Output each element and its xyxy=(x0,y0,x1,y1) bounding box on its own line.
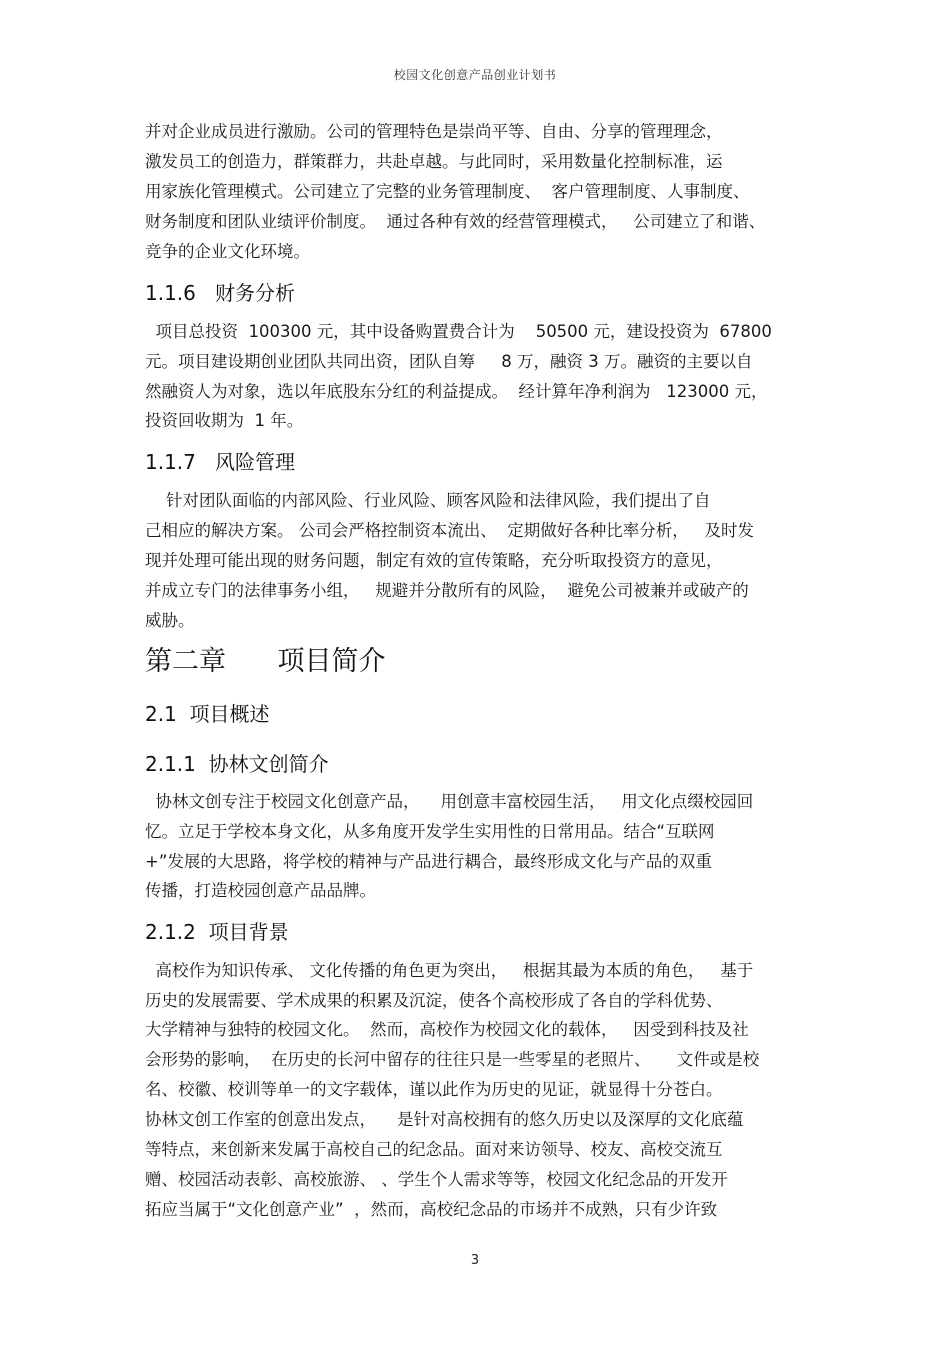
body-text-line: 历史的发展需要、学术成果的积累及沉淀，使各个高校形成了各自的学科优势、 xyxy=(145,991,723,1010)
body-text-line: 投资回收期为 1 年。 xyxy=(145,411,304,430)
page-number: 3 xyxy=(470,1253,480,1268)
section-heading-2-1-1: 2.1.1 协林文创简介 xyxy=(145,752,329,776)
body-text-line: 并成立专门的法律事务小组， 规避并分散所有的风险， 避免公司被兼并或破产的 xyxy=(145,581,749,600)
body-text-line: 名、校徽、校训等单一的文字载体，谨以此作为历史的见证，就显得十分苍白。 xyxy=(145,1080,723,1099)
body-text-line: 竞争的企业文化环境。 xyxy=(145,242,310,261)
body-text-line: 协林文创工作室的创意出发点， 是针对高校拥有的悠久历史以及深厚的文化底蕴 xyxy=(145,1110,744,1129)
body-text-line: 激发员工的创造力，群策群力，共赴卓越。与此同时，采用数量化控制标准，运 xyxy=(145,152,723,171)
body-text-line: 现并处理可能出现的财务问题，制定有效的宣传策略，充分听取投资方的意见， xyxy=(145,551,723,570)
body-text-line: 忆。立足于学校本身文化，从多角度开发学生实用性的日常用品。结合“互联网 xyxy=(145,822,715,841)
body-text-line: 用家族化管理模式。公司建立了完整的业务管理制度、 客户管理制度、人事制度、 xyxy=(145,182,750,201)
section-heading-2-1-2: 2.1.2 项目背景 xyxy=(145,920,289,944)
body-text-line: 协林文创专注于校园文化创意产品， 用创意丰富校园生活， 用文化点缀校园回 xyxy=(145,792,754,811)
body-text-line: 大学精神与独特的校园文化。 然而，高校作为校园文化的载体， 因受到科技及社 xyxy=(145,1020,749,1039)
body-text-line: 并对企业成员进行激励。公司的管理特色是崇尚平等、自由、分享的管理理念， xyxy=(145,122,723,141)
body-text-line: 己相应的解决方案。 公司会严格控制资本流出、 定期做好各种比率分析， 及时发 xyxy=(145,521,754,540)
body-text-line: 威胁。 xyxy=(145,611,195,630)
body-text-line: 项目总投资 100300 元，其中设备购置费合计为 50500 元，建设投资为 67800 xyxy=(145,322,772,341)
page-header: 校园文化创意产品创业计划书 xyxy=(393,68,557,82)
section-heading-1-1-7: 1.1.7 风险管理 xyxy=(145,450,295,474)
body-text-line: 财务制度和团队业绩评价制度。 通过各种有效的经营管理模式， 公司建立了和谐、 xyxy=(145,212,766,231)
body-text-line: 针对团队面临的内部风险、行业风险、顾客风险和法律风险，我们提出了自 xyxy=(145,491,711,510)
section-heading-1-1-6: 1.1.6 财务分析 xyxy=(145,281,295,305)
body-text-line: 会形势的影响， 在历史的长河中留存的往往只是一些零星的老照片、 文件或是校 xyxy=(145,1050,760,1069)
body-text-line: 元。项目建设期创业团队共同出资，团队自筹 8 万，融资 3 万。融资的主要以自 xyxy=(145,352,753,371)
chapter-heading: 第二章 项目简介 xyxy=(145,646,386,677)
body-text-line: 高校作为知识传承、 文化传播的角色更为突出， 根据其最为本质的角色， 基于 xyxy=(145,961,754,980)
body-text-line: 赠、校园活动表彰、高校旅游、 、学生个人需求等等，校园文化纪念品的开发开 xyxy=(145,1170,728,1189)
section-heading-2-1: 2.1 项目概述 xyxy=(145,702,270,726)
body-text-line: +”发展的大思路，将学校的精神与产品进行耦合，最终形成文化与产品的双重 xyxy=(145,852,712,871)
body-text-line: 拓应当属于“文化创意产业” ，然而，高校纪念品的市场并不成熟，只有少许致 xyxy=(145,1200,718,1219)
body-text-line: 传播，打造校园创意产品品牌。 xyxy=(145,881,376,900)
body-text-line: 等特点，来创新来发属于高校自己的纪念品。面对来访领导、校友、高校交流互 xyxy=(145,1140,723,1159)
body-text-line: 然融资人为对象，选以年底股东分红的利益提成。 经计算年净利润为 123000 元， xyxy=(145,382,768,401)
